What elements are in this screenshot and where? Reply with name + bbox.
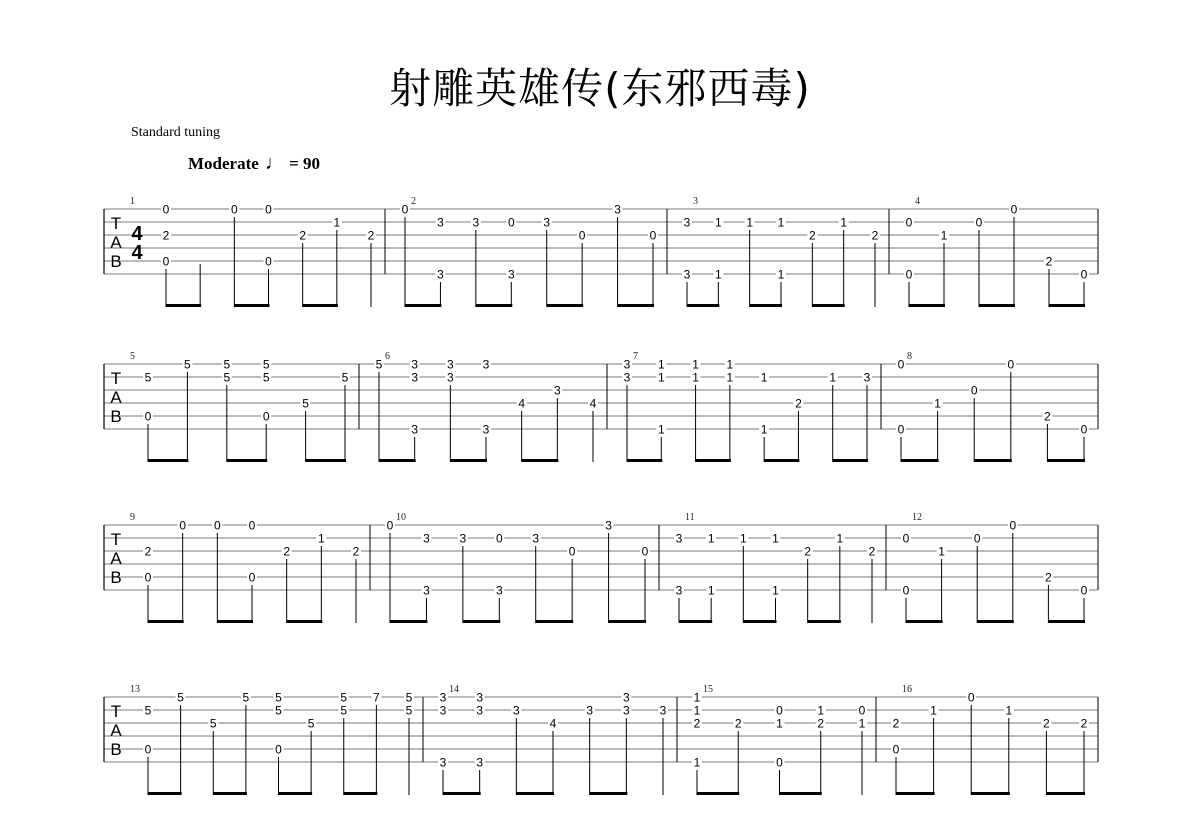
fret-number: 5 <box>340 703 348 718</box>
fret-number: 5 <box>262 357 270 372</box>
fret-number: 3 <box>472 215 480 230</box>
fret-number: 3 <box>623 370 631 385</box>
fret-number: 4 <box>589 396 597 411</box>
eighth-beam <box>516 792 554 795</box>
tempo-label: Moderate <box>188 154 259 173</box>
fret-number: 3 <box>482 357 490 372</box>
fret-number: 0 <box>578 228 586 243</box>
eighth-beam <box>522 459 559 462</box>
fret-number: 3 <box>411 370 419 385</box>
fret-number: 4 <box>518 396 526 411</box>
fret-number: 3 <box>446 370 454 385</box>
fret-number: 3 <box>495 583 503 598</box>
fret-number: 5 <box>223 370 231 385</box>
fret-number: 1 <box>726 370 734 385</box>
fret-number: 2 <box>871 228 879 243</box>
fret-number: 3 <box>439 690 447 705</box>
fret-number: 3 <box>512 703 520 718</box>
fret-number: 1 <box>693 703 701 718</box>
fret-number: 1 <box>760 422 768 437</box>
fret-number: 1 <box>760 370 768 385</box>
fret-number: 0 <box>248 570 256 585</box>
fret-number: 2 <box>868 544 876 559</box>
fret-number: 2 <box>795 396 802 411</box>
measure-number: 4 <box>915 196 920 207</box>
fret-number: 5 <box>209 716 217 731</box>
fret-number: 7 <box>373 690 380 705</box>
eighth-beam <box>443 792 481 795</box>
fret-number: 3 <box>623 357 631 372</box>
eighth-beam <box>687 304 719 307</box>
fret-number: 0 <box>507 215 515 230</box>
fret-number: 2 <box>804 544 812 559</box>
fret-number: 1 <box>1005 703 1013 718</box>
fret-number: 5 <box>275 703 282 718</box>
eighth-beam <box>909 304 945 307</box>
fret-number: 2 <box>1043 716 1050 731</box>
fret-number: 1 <box>693 690 701 705</box>
fret-number: 0 <box>265 202 272 217</box>
fret-number: 2 <box>817 716 825 731</box>
eighth-beam <box>450 459 487 462</box>
eighth-beam <box>977 620 1014 623</box>
eighth-beam <box>1047 459 1085 462</box>
fret-number: 2 <box>1045 570 1052 585</box>
tab-clef-letter: A <box>110 388 122 407</box>
fret-number: 3 <box>683 215 691 230</box>
eighth-beam <box>627 459 662 462</box>
eighth-beam <box>148 620 184 623</box>
fret-number: 3 <box>423 531 430 546</box>
fret-number: 1 <box>707 583 715 598</box>
measure-number: 3 <box>693 196 698 207</box>
fret-number: 5 <box>262 370 270 385</box>
fret-number: 2 <box>1045 254 1053 269</box>
fret-number: 3 <box>863 370 871 385</box>
measure-number: 10 <box>396 512 406 523</box>
tuning-label: Standard tuning <box>131 125 221 140</box>
measure-number: 15 <box>703 684 713 695</box>
fret-number: 2 <box>892 716 900 731</box>
fret-number: 1 <box>657 357 665 372</box>
eighth-beam <box>971 792 1010 795</box>
fret-number: 0 <box>1010 202 1018 217</box>
measure-number: 1 <box>130 196 135 207</box>
eighth-beam <box>166 304 201 307</box>
fret-number: 1 <box>817 703 825 718</box>
fret-number: 5 <box>307 716 315 731</box>
eighth-beam <box>590 792 628 795</box>
measure-number: 7 <box>633 351 638 362</box>
eighth-beam <box>780 792 822 795</box>
fret-number: 3 <box>476 690 484 705</box>
eighth-beam <box>405 304 441 307</box>
tab-clef-letter: T <box>110 214 122 233</box>
measure-number: 16 <box>902 684 912 695</box>
tab-clef-letter: A <box>110 549 122 568</box>
fret-number: 3 <box>553 383 561 398</box>
quarter-note-icon: ♩ <box>264 152 285 174</box>
fret-number: 3 <box>683 267 691 282</box>
fret-number: 0 <box>858 703 866 718</box>
fret-number: 3 <box>605 518 612 533</box>
fret-number: 0 <box>144 742 152 757</box>
fret-number: 1 <box>317 531 325 546</box>
fret-number: 1 <box>714 215 722 230</box>
eighth-beam <box>547 304 583 307</box>
eighth-beam <box>833 459 868 462</box>
fret-number: 0 <box>248 518 256 533</box>
tempo-value: = 90 <box>289 154 320 173</box>
eighth-beam <box>463 620 500 623</box>
fret-number: 3 <box>459 531 467 546</box>
tab-clef-letter: B <box>110 252 122 271</box>
measure-number: 11 <box>685 512 695 523</box>
fret-number: 2 <box>144 544 152 559</box>
eighth-beam <box>974 459 1012 462</box>
fret-number: 3 <box>423 583 430 598</box>
measure-number: 9 <box>130 512 135 523</box>
fret-number: 0 <box>897 357 905 372</box>
fret-number: 0 <box>162 254 170 269</box>
fret-number: 1 <box>657 422 665 437</box>
fret-number: 1 <box>333 215 341 230</box>
fret-number: 0 <box>905 267 913 282</box>
fret-number: 0 <box>275 742 282 757</box>
fret-number: 1 <box>657 370 665 385</box>
fret-number: 0 <box>179 518 187 533</box>
eighth-beam <box>618 304 654 307</box>
eighth-beam <box>279 792 313 795</box>
fret-number: 3 <box>411 357 419 372</box>
tab-clef-letter: B <box>110 568 122 587</box>
eighth-beam <box>750 304 782 307</box>
tab-clef-letter: T <box>110 369 122 388</box>
fret-number: 3 <box>659 703 667 718</box>
fret-number: 0 <box>1007 357 1015 372</box>
fret-number: 5 <box>405 690 413 705</box>
fret-number: 1 <box>739 531 747 546</box>
eighth-beam <box>696 459 731 462</box>
eighth-beam <box>609 620 646 623</box>
time-signature-bottom: 4 <box>131 242 143 264</box>
fret-number: 3 <box>482 422 490 437</box>
fret-number: 0 <box>649 228 657 243</box>
eighth-beam <box>906 620 943 623</box>
eighth-beam <box>697 792 739 795</box>
fret-number: 5 <box>340 690 348 705</box>
fret-number: 2 <box>352 544 360 559</box>
fret-number: 2 <box>162 228 170 243</box>
fret-number: 1 <box>930 703 937 718</box>
fret-number: 0 <box>144 409 152 424</box>
fret-number: 3 <box>476 755 484 770</box>
fret-number: 0 <box>902 583 910 598</box>
fret-number: 3 <box>543 215 551 230</box>
fret-number: 0 <box>1080 583 1088 598</box>
fret-number: 0 <box>892 742 900 757</box>
fret-number: 3 <box>437 215 444 230</box>
fret-number: 0 <box>495 531 503 546</box>
fret-number: 5 <box>223 357 231 372</box>
fret-number: 2 <box>367 228 375 243</box>
fret-number: 0 <box>973 531 981 546</box>
fret-number: 1 <box>840 215 848 230</box>
fret-number: 5 <box>405 703 413 718</box>
eighth-beam <box>217 620 253 623</box>
fret-number: 1 <box>714 267 722 282</box>
fret-number: 1 <box>777 215 785 230</box>
eighth-beam <box>901 459 939 462</box>
fret-number: 3 <box>446 357 454 372</box>
fret-number: 5 <box>242 690 250 705</box>
eighth-beam <box>743 620 776 623</box>
fret-number: 1 <box>692 357 699 372</box>
score-title: 射雕英雄传(东邪西毒) <box>389 64 811 113</box>
fret-number: 3 <box>507 267 515 282</box>
measure-number: 8 <box>907 351 912 362</box>
fret-number: 5 <box>184 357 191 372</box>
fret-number: 0 <box>776 703 783 718</box>
fret-number: 3 <box>476 703 484 718</box>
fret-number: 5 <box>144 703 152 718</box>
fret-number: 0 <box>1080 422 1088 437</box>
fret-number: 3 <box>437 267 444 282</box>
tab-clef-letter: A <box>110 233 122 252</box>
eighth-beam <box>148 459 188 462</box>
eighth-beam <box>287 620 323 623</box>
eighth-beam <box>679 620 712 623</box>
eighth-beam <box>306 459 346 462</box>
fret-number: 0 <box>897 422 905 437</box>
fret-number: 3 <box>614 202 621 217</box>
fret-number: 2 <box>1044 409 1051 424</box>
fret-number: 1 <box>777 267 785 282</box>
eighth-beam <box>812 304 844 307</box>
eighth-beam <box>536 620 573 623</box>
tab-clef-letter: T <box>110 702 122 721</box>
fret-number: 0 <box>902 531 910 546</box>
fret-number: 5 <box>177 690 184 705</box>
fret-number: 0 <box>776 755 783 770</box>
fret-number: 1 <box>726 357 734 372</box>
eighth-beam <box>1049 304 1085 307</box>
fret-number: 1 <box>858 716 866 731</box>
fret-number: 0 <box>1080 267 1088 282</box>
eighth-beam <box>303 304 338 307</box>
measure-number: 12 <box>912 512 922 523</box>
fret-number: 2 <box>808 228 816 243</box>
fret-number: 1 <box>938 544 945 559</box>
eighth-beam <box>808 620 841 623</box>
tab-clef-letter: B <box>110 740 122 759</box>
eighth-beam <box>1046 792 1085 795</box>
fret-number: 1 <box>776 716 783 731</box>
fret-number: 1 <box>707 531 715 546</box>
fret-number: 1 <box>829 370 837 385</box>
eighth-beam <box>476 304 512 307</box>
fret-number: 1 <box>836 531 844 546</box>
fret-number: 0 <box>265 254 272 269</box>
eighth-beam <box>896 792 935 795</box>
fret-number: 0 <box>905 215 913 230</box>
fret-number: 1 <box>772 531 779 546</box>
time-signature-top: 4 <box>131 223 143 245</box>
fret-number: 0 <box>262 409 270 424</box>
fret-number: 1 <box>772 583 779 598</box>
fret-number: 2 <box>299 228 307 243</box>
tab-clef-letter: A <box>110 721 122 740</box>
fret-number: 3 <box>622 690 630 705</box>
fret-number: 3 <box>586 703 594 718</box>
fret-number: 0 <box>213 518 221 533</box>
fret-number: 3 <box>411 422 419 437</box>
eighth-beam <box>764 459 799 462</box>
fret-number: 0 <box>1009 518 1017 533</box>
eighth-beam <box>148 792 182 795</box>
fret-number: 0 <box>568 544 576 559</box>
eighth-beam <box>1048 620 1085 623</box>
fret-number: 2 <box>693 716 701 731</box>
fret-number: 2 <box>734 716 742 731</box>
fret-number: 0 <box>144 570 152 585</box>
fret-number: 3 <box>439 703 447 718</box>
fret-number: 3 <box>622 703 630 718</box>
fret-number: 5 <box>341 370 349 385</box>
fret-number: 0 <box>975 215 983 230</box>
tab-clef-letter: B <box>110 407 122 426</box>
fret-number: 4 <box>549 716 557 731</box>
eighth-beam <box>390 620 427 623</box>
fret-number: 5 <box>144 370 152 385</box>
fret-number: 1 <box>692 370 699 385</box>
eighth-beam <box>213 792 247 795</box>
fret-number: 2 <box>283 544 291 559</box>
measure-number: 14 <box>449 684 459 695</box>
fret-number: 1 <box>934 396 941 411</box>
fret-number: 0 <box>967 690 975 705</box>
fret-number: 0 <box>386 518 394 533</box>
eighth-beam <box>979 304 1015 307</box>
fret-number: 5 <box>275 690 282 705</box>
fret-number: 3 <box>675 531 683 546</box>
tab-clef-letter: T <box>110 530 122 549</box>
fret-number: 1 <box>693 755 701 770</box>
eighth-beam <box>379 459 416 462</box>
fret-number: 3 <box>439 755 447 770</box>
measure-number: 6 <box>385 351 390 362</box>
fret-number: 2 <box>1080 716 1088 731</box>
fret-number: 0 <box>230 202 238 217</box>
fret-number: 5 <box>302 396 309 411</box>
fret-number: 3 <box>675 583 683 598</box>
measure-number: 2 <box>411 196 416 207</box>
eighth-beam <box>234 304 269 307</box>
measure-number: 13 <box>130 684 140 695</box>
fret-number: 1 <box>746 215 754 230</box>
fret-number: 0 <box>401 202 409 217</box>
eighth-beam <box>227 459 267 462</box>
fret-number: 0 <box>641 544 649 559</box>
eighth-beam <box>344 792 378 795</box>
fret-number: 3 <box>532 531 540 546</box>
fret-number: 0 <box>970 383 978 398</box>
fret-number: 0 <box>162 202 170 217</box>
fret-number: 5 <box>375 357 383 372</box>
measure-number: 5 <box>130 351 135 362</box>
fret-number: 1 <box>940 228 948 243</box>
